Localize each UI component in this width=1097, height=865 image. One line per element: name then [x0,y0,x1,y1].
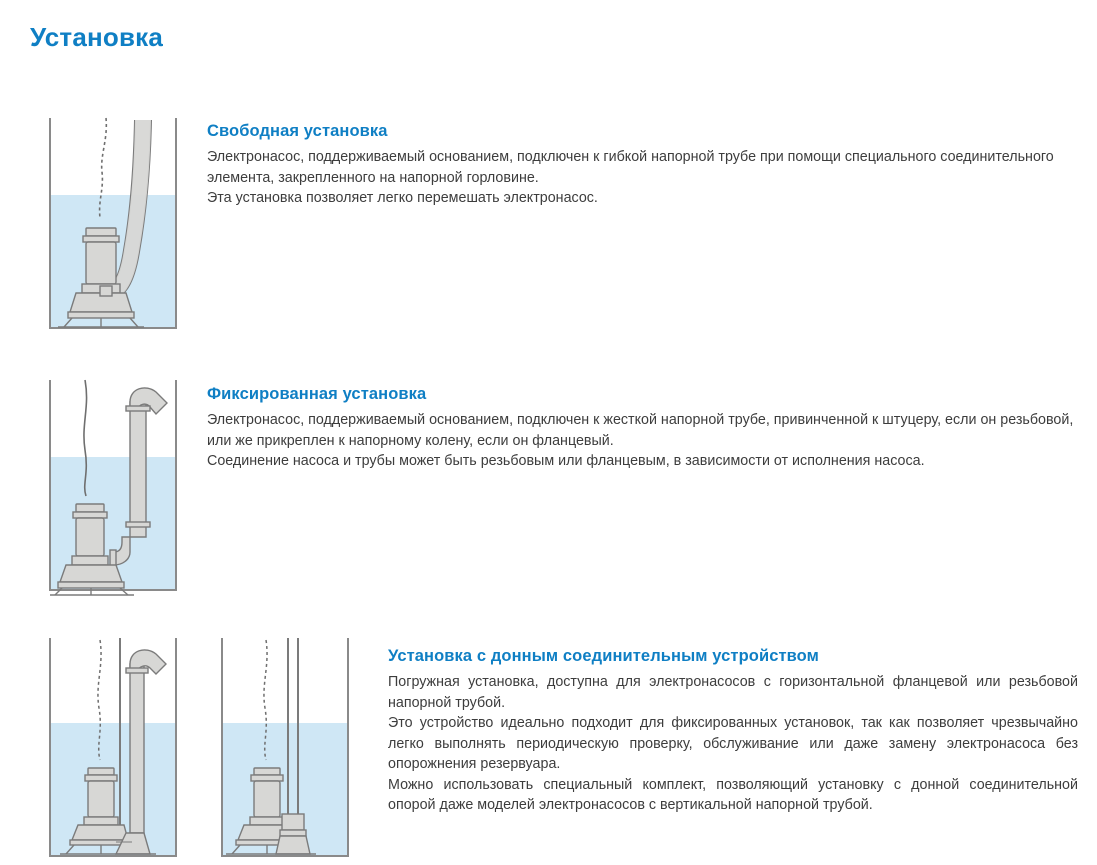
section-body [388,672,1078,816]
section-free-installation [207,122,1079,209]
paragraph: Погружная установка, доступна для электронасосов с горизонтальной фланцевой или резьбовой напорной трубой. [388,674,1078,711]
bottom-coupling-vertical-diagram [210,628,360,863]
figure-free-installation [38,100,188,335]
figure-bottom-coupling-horizontal [38,628,188,863]
paragraph: Эта установка позволяет легко перемешать электронасос. [207,190,598,207]
fixed-installation-diagram [38,362,188,597]
paragraph: Можно использовать специальный комплект, позволяющий установку с донной соединительной опорой даже моделей электронасосов с вертикальной напорной трубой. [388,776,1078,814]
section-body [207,410,1079,472]
figure-bottom-coupling-vertical [210,628,360,863]
section-body [207,147,1079,209]
paragraph: Электронасос, поддерживаемый основанием, подключен к гибкой напорной трубе при помощи специального соединительного элемента, закрепленного на напорной горловине. [207,149,1054,186]
section-title: Установка с донным соединительным устройством [388,647,819,665]
paragraph: Электронасос, поддерживаемый основанием, подключен к жесткой напорной трубе, привинченной к штуцеру, если он резьбовой, или же прикреплен к напорному колену, если он фланцевый. [207,412,1074,449]
paragraph: Соединение насоса и трубы может быть резьбовым или фланцевым, в зависимости от исполнения насоса. [207,453,925,470]
page-title: Установка [30,22,164,52]
bottom-coupling-horizontal-diagram [38,628,188,863]
figure-fixed-installation [38,362,188,597]
section-fixed-installation [207,385,1079,472]
section-title: Свободная установка [207,122,388,140]
section-bottom-coupling-installation [388,647,1078,816]
section-title: Фиксированная установка [207,385,427,403]
paragraph: Это устройство идеально подходит для фиксированных установок, так как позволяет чрезвычайно легко выполнять периодическую проверку, обслуживание или даже замену электронасоса без опорожнения резервуара. [388,715,1078,773]
free-installation-diagram [38,100,188,335]
